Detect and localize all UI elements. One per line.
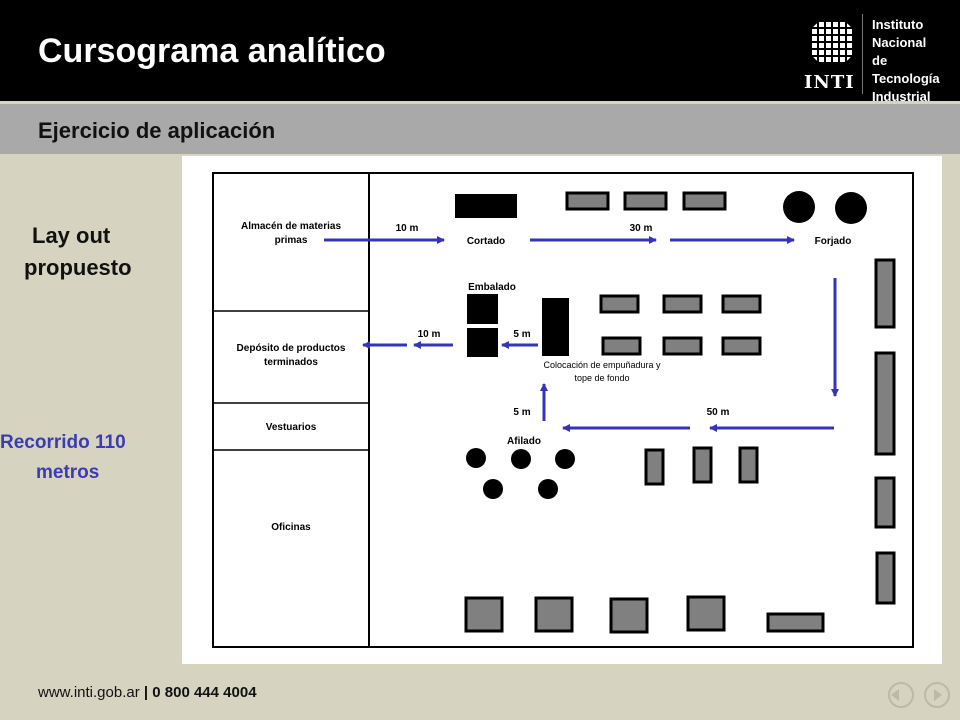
machine [611, 599, 647, 632]
logo-line: Instituto [872, 17, 924, 32]
footer [0, 668, 960, 720]
next-slide-icon[interactable] [924, 682, 950, 708]
inti-logo-icon [808, 18, 856, 66]
layout-label-line: propuesto [24, 255, 132, 280]
page-subtitle: Ejercicio de aplicación [38, 118, 276, 143]
logo-text [872, 16, 952, 106]
afilado-machine [483, 479, 503, 499]
machine [876, 478, 894, 527]
machine [876, 353, 894, 454]
station-label-cortado: Cortado [466, 236, 506, 247]
area-label-deposito: terminados [264, 357, 318, 368]
machine [567, 193, 608, 209]
footer-phone: 0 800 444 4004 [152, 684, 257, 701]
machine-embalado [467, 328, 498, 357]
area-label-almacen: Almacén de materias [240, 221, 342, 232]
logo-line: de Tecnología [872, 53, 940, 86]
logo-line: Industrial [872, 89, 931, 104]
logo-separator [862, 14, 863, 94]
machine [664, 296, 701, 312]
afilado-machine [555, 449, 575, 469]
station-label-afilado: Afilado [507, 436, 541, 447]
station-label-colocacion: Colocación de empuñadura y [543, 360, 661, 370]
machine-cortado [455, 194, 517, 218]
machine [877, 553, 894, 603]
forge-machine [835, 192, 867, 224]
machine-embalado [467, 294, 498, 324]
distance-label: 5 m [513, 329, 531, 340]
area-label-oficinas: Oficinas [271, 522, 311, 533]
route-label-line: metros [36, 462, 100, 483]
distance-label: 10 m [417, 329, 441, 340]
footer-url[interactable]: www.inti.gob.ar [38, 684, 140, 701]
distance-label: 50 m [706, 407, 730, 418]
previous-slide-icon[interactable] [888, 682, 914, 708]
station-label-colocacion: tope de fondo [574, 373, 630, 383]
machine [694, 448, 711, 482]
header [0, 0, 960, 104]
area-label-almacen: primas [274, 235, 308, 246]
machine [876, 260, 894, 327]
station-label-forjado: Forjado [814, 236, 852, 247]
machine [768, 614, 823, 631]
page-title: Cursograma analítico [38, 32, 386, 70]
machine [684, 193, 725, 209]
machine [723, 338, 760, 354]
machine [688, 597, 724, 630]
machine [603, 338, 640, 354]
afilado-machine [466, 448, 486, 468]
layout-label-line: Lay out [32, 223, 111, 248]
area-label-vestuarios: Vestuarios [265, 422, 317, 433]
logo-line: Nacional [872, 35, 927, 50]
machine [646, 450, 663, 484]
layout-canvas [182, 156, 942, 664]
machine [625, 193, 666, 209]
route-label-line: Recorrido 110 [0, 432, 126, 453]
afilado-machine [538, 479, 558, 499]
logo-wordmark: INTI [804, 72, 855, 93]
distance-label: 30 m [629, 223, 653, 234]
subtitle-band [0, 104, 960, 154]
forge-machine [783, 191, 815, 223]
distance-label: 5 m [513, 407, 531, 418]
plant-frame [213, 173, 913, 647]
inti-logo [802, 14, 952, 104]
route-label [0, 428, 182, 488]
machine-colocacion [542, 298, 569, 356]
layout-label [0, 220, 182, 284]
machine [466, 598, 502, 631]
machine [536, 598, 572, 631]
machine [664, 338, 701, 354]
afilado-machine [511, 449, 531, 469]
distance-label: 10 m [395, 223, 419, 234]
footer-separator: | [143, 684, 153, 701]
machine [723, 296, 760, 312]
plant-layout-diagram [182, 156, 942, 664]
footer-contact [38, 684, 257, 701]
area-label-deposito: Depósito de productos [236, 343, 346, 354]
machine [740, 448, 757, 482]
machine [601, 296, 638, 312]
left-panel [0, 156, 182, 664]
station-label-embalado: Embalado [468, 282, 516, 293]
